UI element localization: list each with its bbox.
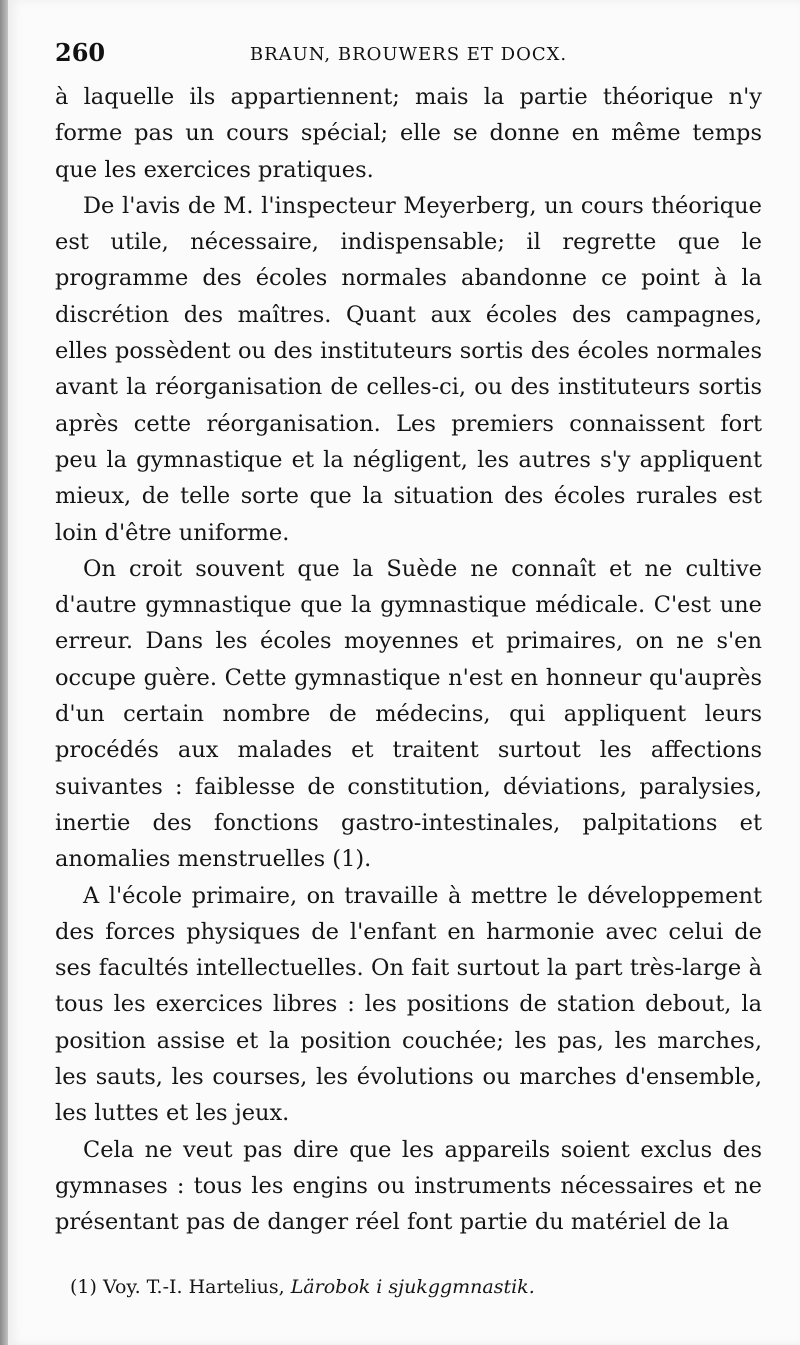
paragraph-3: On croit souvent que la Suède ne connaît et ne cultive d'autre gymnastique que la gymnastique médicale. C'est une erreur. Dans les écoles moyennes et primaires, on ne s'en occupe guère. Cette gymnastique n'est en honneur qu'auprès d'un certain nombre de médecins, qui appliquent leurs procédés aux malades et traitent surtout les affections suivantes : faiblesse de constitution, déviations, paralysies, inertie des fonctions gastro-intestinales, palpitations et anomalies menstruelles (1).	[55, 555, 762, 873]
footnote-reference: Voy. T.-I. Hartelius,	[102, 1276, 285, 1298]
footnote-marker: (1)	[70, 1276, 97, 1298]
footnote-book-title: Lärobok i sjukggmnastik.	[290, 1276, 535, 1298]
body-text	[55, 79, 762, 1241]
paragraph-2: De l'avis de M. l'inspecteur Meyerberg, un cours théorique est utile, nécessaire, indispensable; il regrette que le programme des écoles normales abandonne ce point à la discrétion des maîtres. Quant aux écoles des campagnes, elles possèdent ou des instituteurs sortis des écoles normales avant la réorganisation de celles-ci, ou des instituteurs sortis après cette réorganisation. Les premiers connaissent fort peu la gymnastique et la négligent, les autres s'y appliquent mieux, de telle sorte que la situation des écoles rurales est loin d'être uniforme.	[55, 192, 762, 546]
book-page	[8, 0, 800, 1345]
paragraph-5: Cela ne veut pas dire que les appareils soient exclus des gymnases : tous les engins ou instruments nécessaires et ne présentant pas de danger réel font partie du matériel de la	[55, 1136, 762, 1236]
paragraph-4: A l'école primaire, on travaille à mettre le développement des forces physiques de l'enfant en harmonie avec celui de ses facultés intellectuelles. On fait surtout la part très-large à tous les exercices libres : les positions de station debout, la position assise et la position couchée; les pas, les marches, les sauts, les courses, les évolutions ou marches d'ensemble, les luttes et les jeux.	[55, 882, 762, 1127]
running-head: BRAUN, BROUWERS ET DOCX.	[249, 44, 568, 65]
page-number: 260	[55, 38, 106, 67]
paragraph-1: à laquelle ils appartiennent; mais la partie théorique n'y forme pas un cours spécial; elle se donne en même temps que les exercices pratiques.	[55, 84, 762, 183]
footnote	[70, 1276, 760, 1298]
page-header	[55, 38, 762, 72]
